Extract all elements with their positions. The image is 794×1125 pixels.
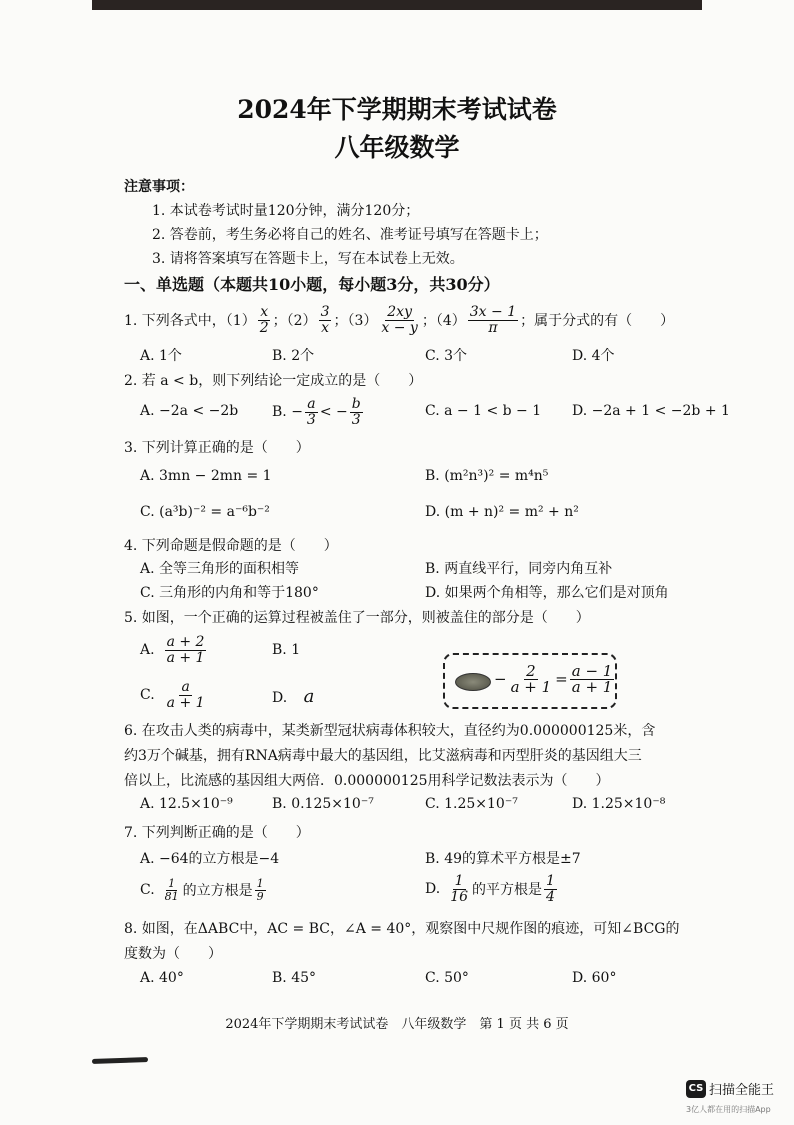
- q7-stem: 7. 下列判断正确的是（ ）: [124, 825, 310, 841]
- q4-option-a: A. 全等三角形的面积相等: [140, 561, 300, 577]
- q8-option-b: B. 45°: [272, 970, 317, 986]
- q6-text-line-2: 约3万个碱基，拥有RNA病毒中最大的基因组，比艾滋病毒和丙型肝炎的基因组大三: [124, 748, 642, 764]
- note-item-2: 2. 答卷前，考生务必将自己的姓名、准考证号填写在答题卡上；: [152, 227, 548, 243]
- q6-option-d: D. 1.25×10⁻⁸: [572, 796, 666, 812]
- q5-option-c: [140, 675, 209, 715]
- q2-option-d: D. −2a + 1 < −2b + 1: [572, 403, 730, 419]
- q5-fig-f2-num: a − 1: [571, 661, 613, 680]
- q6-text-line-3: 倍以上，比流感的基因组大两倍．0.000000125用科学记数法表示为（ ）: [124, 773, 610, 789]
- scan-top-edge: [92, 0, 702, 10]
- q7-d-f1-den: 16: [450, 888, 469, 905]
- note-item-1: 1. 本试卷考试时量120分钟，满分120分；: [152, 203, 420, 219]
- q5-c-label: C.: [140, 687, 155, 703]
- q1-fraction-4: [468, 305, 518, 336]
- q1-option-a: A. 1个: [140, 348, 182, 364]
- notes-heading: 注意事项：: [124, 179, 194, 195]
- q1-f2-num: 3: [320, 303, 330, 320]
- q1-f4-den: π: [488, 319, 498, 336]
- q2-option-c: C. a − 1 < b − 1: [425, 403, 542, 419]
- q2-b-fraction-1: [305, 397, 318, 428]
- q4-option-c: C. 三角形的内角和等于180°: [140, 585, 319, 601]
- q5-c-num: a: [181, 678, 190, 695]
- section-heading: 一、单选题（本题共10小题，每小题3分，共30分）: [124, 275, 500, 294]
- watermark-subtitle: 3亿人都在用的扫描App: [686, 1105, 771, 1114]
- q2-stem: 2. 若 a < b，则下列结论一定成立的是（ ）: [124, 373, 423, 389]
- q5-fig-f1-num: 2: [526, 661, 536, 680]
- q1-fraction-1: [258, 305, 271, 336]
- q5-stem: 5. 如图，一个正确的运算过程被盖住了一部分，则被盖住的部分是（ ）: [124, 610, 590, 626]
- q3-stem: 3. 下列计算正确的是（ ）: [124, 440, 310, 456]
- q5-option-d: [272, 686, 314, 707]
- pen-stroke-mark: [92, 1057, 148, 1064]
- q5-figure-expression: [494, 659, 616, 699]
- q7-d-f1-num: 1: [454, 872, 464, 889]
- q6-option-a: A. 12.5×10⁻⁹: [140, 796, 233, 812]
- q1-f3-num: 2xy: [387, 303, 412, 320]
- q4-stem: 4. 下列命题是假命题的是（ ）: [124, 538, 338, 554]
- q7-d-fraction-1: [448, 874, 470, 905]
- q8-option-c: C. 50°: [425, 970, 469, 986]
- watermark-name: 扫描全能王: [709, 1083, 775, 1098]
- q1-f4-num: 3x − 1: [469, 303, 517, 320]
- q5-d-label: D.: [272, 690, 288, 706]
- q5-fig-fraction-2: [570, 661, 615, 696]
- q1-fraction-2: [319, 305, 332, 336]
- q5-option-a: [140, 630, 208, 670]
- exam-title: 2024年下学期期末考试试卷: [237, 95, 557, 124]
- q7-c-f2-num: 1: [256, 876, 264, 890]
- q6-text-line-1: 6. 在攻击人类的病毒中，某类新型冠状病毒体积较大，直径约为0.000000125米，含: [124, 723, 656, 739]
- camscanner-logo-icon: CS: [686, 1080, 706, 1098]
- q7-option-a: A. −64的立方根是−4: [140, 851, 280, 867]
- q2-b-f2-den: 3: [351, 411, 361, 428]
- q5-a-fraction: [165, 635, 207, 666]
- q6-option-c: C. 1.25×10⁻⁷: [425, 796, 518, 812]
- q7-c-f1-num: 1: [168, 876, 176, 890]
- q8-option-a: A. 40°: [140, 970, 184, 986]
- covered-ink-blot: [455, 673, 491, 691]
- q1-sep-4: ；（4）: [421, 313, 466, 329]
- q2-option-a: A. −2a < −2b: [140, 403, 239, 419]
- q7-option-d: [425, 868, 559, 910]
- q4-option-b: B. 两直线平行，同旁内角互补: [425, 561, 613, 577]
- q1-fraction-3: [379, 305, 419, 336]
- q7-c-label: C.: [140, 882, 155, 898]
- q7-c-f1-den: 81: [164, 889, 179, 903]
- q5-fig-eq: =: [555, 670, 568, 688]
- q5-a-label: A.: [140, 642, 155, 658]
- q2-b-f1-num: a: [307, 395, 316, 412]
- q1-option-c: C. 3个: [425, 348, 468, 364]
- page-footer: 2024年下学期期末考试试卷 八年级数学 第 1 页 共 6 页: [225, 1017, 569, 1032]
- q5-d-value: a: [303, 686, 315, 707]
- q7-c-fraction-2: [255, 878, 266, 903]
- q1-f3-den: x − y: [381, 319, 418, 336]
- q7-d-f2-num: 1: [546, 872, 555, 889]
- q3-option-d: D. (m + n)² = m² + n²: [425, 504, 579, 520]
- q1-stem-text: 1. 下列各式中，（1）: [124, 313, 256, 329]
- q8-text-line-1: 8. 如图，在ΔABC中，AC = BC，∠A = 40°，观察图中尺规作图的痕迹，可知∠BCG的: [124, 921, 680, 937]
- q2-b-f2-num: b: [351, 395, 361, 412]
- q5-option-b: B. 1: [272, 642, 301, 658]
- q5-c-den: a + 1: [166, 694, 205, 711]
- q5-fig-minus: −: [494, 670, 507, 688]
- note-item-3: 3. 请将答案填写在答题卡上，写在本试卷上无效。: [152, 251, 464, 267]
- q1-stem: [124, 298, 674, 342]
- q2-b-prefix: B. −: [272, 404, 303, 420]
- q1-sep-3: ；（3）: [333, 313, 378, 329]
- q4-option-d: D. 如果两个角相等，那么它们是对顶角: [425, 585, 669, 601]
- q3-option-b: B. (m²n³)² = m⁴n⁵: [425, 468, 549, 484]
- q6-option-b: B. 0.125×10⁻⁷: [272, 796, 374, 812]
- q1-f2-den: x: [321, 319, 329, 336]
- q8-option-d: D. 60°: [572, 970, 617, 986]
- q7-d-fraction-2: [544, 874, 557, 905]
- q1-sep-2: ；（2）: [272, 313, 317, 329]
- q7-option-b: B. 49的算术平方根是±7: [425, 851, 581, 867]
- q2-b-f1-den: 3: [306, 411, 316, 428]
- q7-c-fraction-1: [163, 878, 181, 903]
- q7-option-c: [140, 872, 268, 908]
- q2-option-b: [272, 394, 365, 430]
- exam-subtitle: 八年级数学: [334, 133, 460, 162]
- q5-fig-f1-den: a + 1: [510, 677, 552, 696]
- q3-option-a: A. 3mn − 2mn = 1: [140, 468, 272, 484]
- q1-f1-num: x: [260, 303, 269, 320]
- scanner-watermark: [686, 1079, 774, 1098]
- q5-fig-fraction-1: [509, 661, 554, 696]
- q1-option-d: D. 4个: [572, 348, 615, 364]
- q5-c-fraction: [165, 680, 207, 711]
- q5-a-den: a + 1: [166, 649, 205, 666]
- q1-option-b: B. 2个: [272, 348, 315, 364]
- q3-option-c: C. (a³b)⁻² = a⁻⁶b⁻²: [140, 504, 270, 520]
- q7-c-f2-den: 9: [256, 889, 264, 903]
- q7-d-f2-den: 4: [546, 888, 555, 905]
- q5-fig-f2-den: a + 1: [571, 677, 613, 696]
- q8-text-line-2: 度数为（ ）: [124, 946, 222, 962]
- q5-a-num: a + 2: [166, 633, 205, 650]
- q7-c-mid: 的立方根是: [182, 883, 253, 899]
- q1-tail: ；属于分式的有（ ）: [520, 313, 675, 329]
- q2-b-mid: < −: [319, 404, 348, 420]
- q1-f1-den: 2: [259, 319, 269, 336]
- q2-b-fraction-2: [350, 397, 363, 428]
- q7-d-label: D.: [425, 881, 441, 897]
- q7-d-mid: 的平方根是: [472, 882, 543, 898]
